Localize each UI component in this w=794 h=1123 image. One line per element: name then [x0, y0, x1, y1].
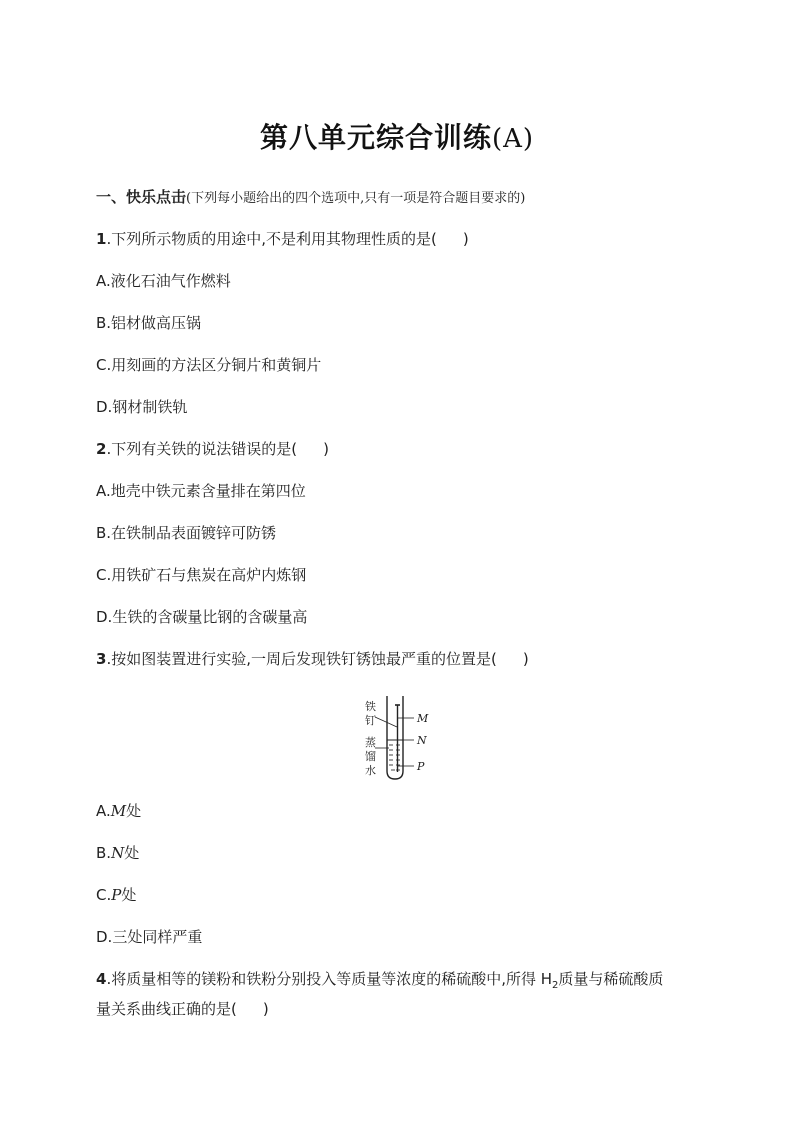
q2-option-c: C.用铁矿石与焦炭在高炉内炼钢 — [96, 566, 307, 584]
option-letter: P — [111, 886, 122, 904]
answer-paren-close: ) — [262, 1000, 269, 1018]
q1-option-c: C.用刻画的方法区分铜片和黄铜片 — [96, 356, 322, 374]
q1-option-d: D.钢材制铁轨 — [96, 398, 188, 416]
question-text: .按如图装置进行实验,一周后发现铁钉锈蚀最严重的位置是( — [106, 650, 497, 668]
q1-option-b: B.铝材做高压锅 — [96, 314, 202, 332]
section-title: 一、快乐点击 — [96, 188, 187, 206]
label-water-2: 馏 — [365, 750, 376, 763]
q3-option-a — [96, 801, 141, 821]
page-title — [0, 116, 794, 156]
question-4-stem — [96, 969, 663, 996]
option-suffix: 处 — [124, 844, 140, 862]
q3-option-b — [96, 843, 139, 863]
q1-option-a: A.液化石油气作燃料 — [96, 272, 231, 290]
option-prefix: B. — [96, 844, 112, 862]
question-number: 3 — [96, 650, 107, 668]
answer-paren-close: ) — [462, 230, 469, 248]
test-tube-diagram — [360, 693, 440, 785]
question-1-stem — [96, 229, 469, 249]
section-note: (下列每小题给出的四个选项中,只有一项是符合题目要求的) — [186, 191, 526, 206]
nail-leader — [375, 717, 397, 727]
label-n: N — [417, 734, 427, 747]
q2-option-b: B.在铁制品表面镀锌可防锈 — [96, 524, 277, 542]
title-suffix: (A) — [491, 124, 535, 154]
question-text: .将质量相等的镁粉和铁粉分别投入等质量等浓度的稀硫酸中,所得 H — [106, 970, 553, 988]
question-2-stem — [96, 439, 329, 459]
test-tube-outline — [387, 696, 403, 779]
q3-option-d: D.三处同样严重 — [96, 928, 203, 946]
option-prefix: C. — [96, 886, 112, 904]
label-nail-2: 钉 — [365, 714, 376, 727]
q2-option-d: D.生铁的含碳量比钢的含碳量高 — [96, 608, 308, 626]
answer-paren-close: ) — [522, 650, 529, 668]
question-text-cont: 质量与稀硫酸质 — [558, 970, 664, 988]
question-number: 4 — [96, 970, 107, 988]
answer-paren-close: ) — [323, 440, 329, 458]
question-4-line2 — [96, 999, 269, 1019]
question-text: 量关系曲线正确的是( — [96, 1000, 237, 1018]
option-suffix: 处 — [126, 802, 142, 820]
q3-option-c — [96, 885, 136, 905]
label-nail-1: 铁 — [365, 700, 376, 713]
label-m: M — [417, 712, 429, 725]
option-prefix: A. — [96, 802, 111, 820]
question-number: 2 — [96, 440, 107, 458]
label-water-3: 水 — [365, 764, 376, 777]
option-suffix: 处 — [121, 886, 137, 904]
option-letter: M — [110, 802, 127, 820]
question-number: 1 — [96, 230, 107, 248]
q2-option-a: A.地壳中铁元素含量排在第四位 — [96, 482, 306, 500]
option-letter: N — [111, 844, 125, 862]
label-water-1: 蒸 — [365, 736, 376, 749]
title-main: 第八单元综合训练 — [259, 121, 492, 154]
test-tube-figure — [360, 693, 440, 785]
question-text: .下列有关铁的说法错误的是( — [106, 440, 298, 458]
subscript-2: 2 — [552, 980, 559, 991]
question-3-stem — [96, 649, 529, 669]
label-p: P — [417, 760, 425, 773]
question-text: .下列所示物质的用途中,不是利用其物理性质的是( — [106, 230, 437, 248]
section-heading — [96, 187, 525, 209]
